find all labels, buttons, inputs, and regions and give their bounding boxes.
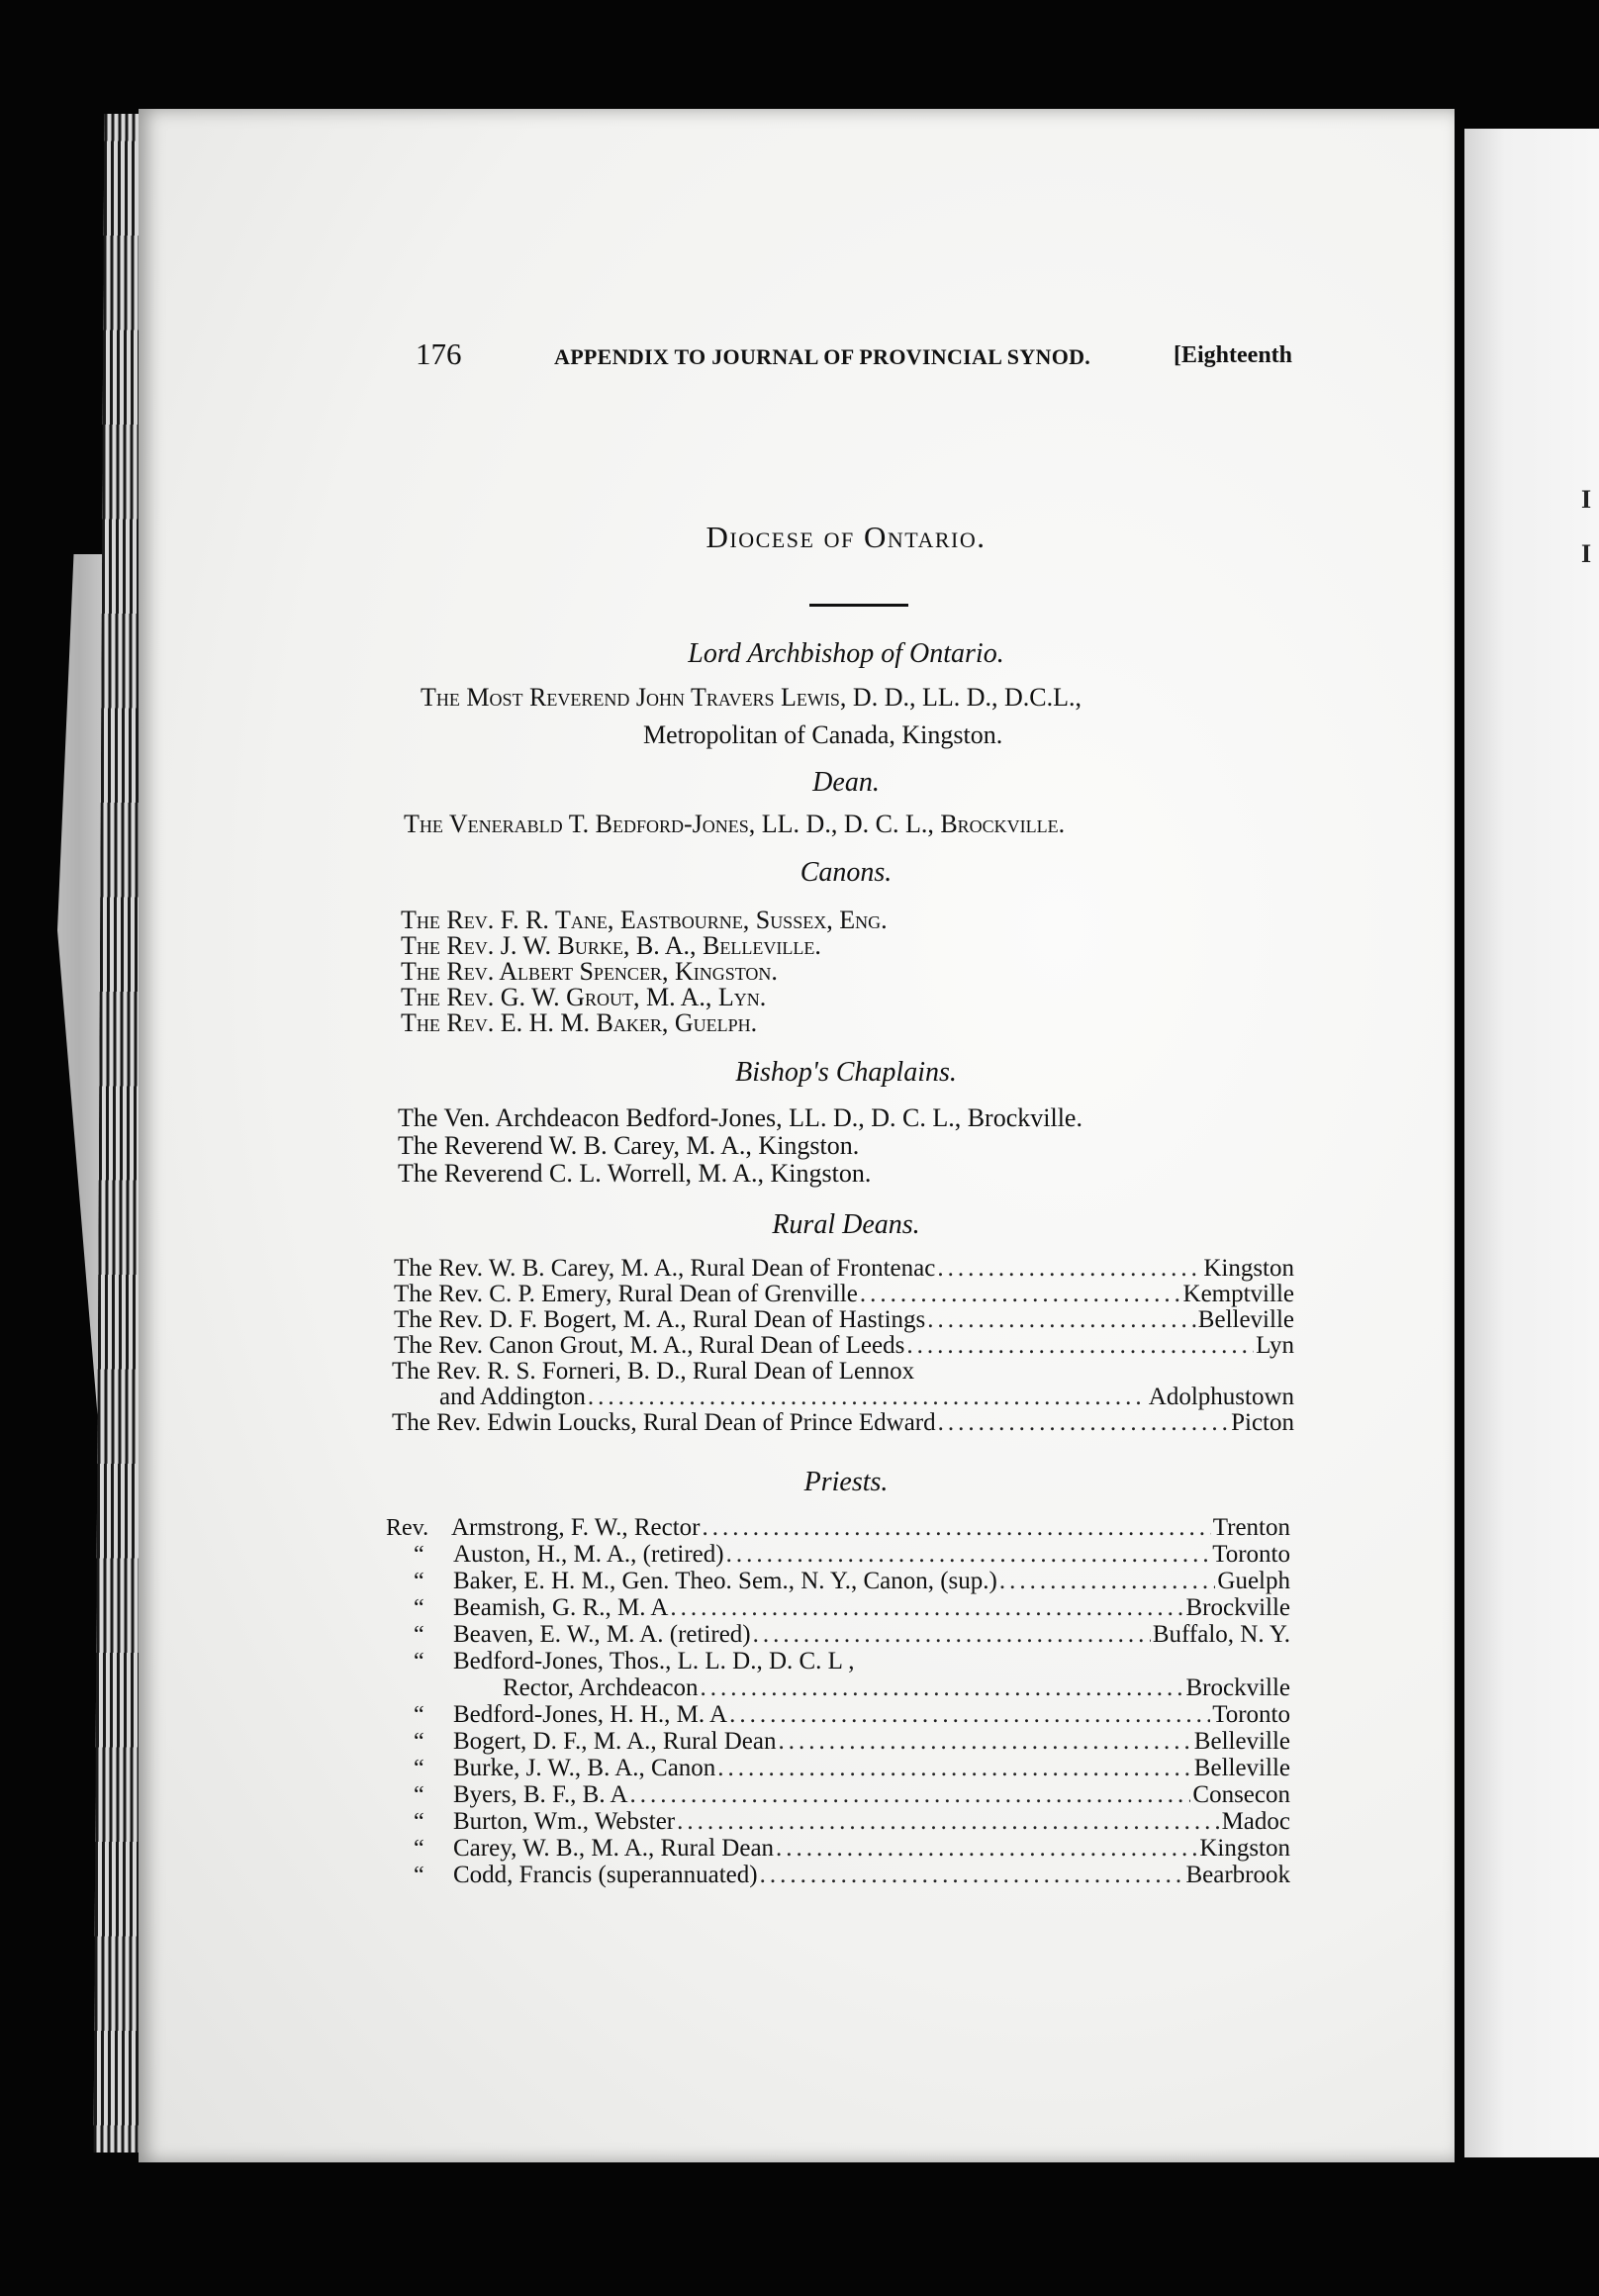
rural-dean-entry xyxy=(394,1281,1294,1308)
priest-name: Carey, W. B., M. A., Rural Dean xyxy=(453,1835,775,1862)
rural-dean-name: The Rev. Edwin Loucks, Rural Dean of Prince Edward xyxy=(392,1409,936,1436)
priest-place: Brockville xyxy=(1185,1594,1290,1621)
rural-dean-entry xyxy=(392,1409,1294,1437)
priest-entry xyxy=(414,1781,1290,1809)
canon-entry: The Rev. G. W. Grout, M. A., Lyn. xyxy=(401,983,767,1011)
priest-place: Kingston xyxy=(1199,1835,1290,1862)
priest-entry xyxy=(414,1568,1290,1595)
priest-name: Bedford-Jones, Thos., L. L. D., D. C. L , xyxy=(453,1648,855,1674)
rural-dean-name: The Rev. D. F. Bogert, M. A., Rural Dean of Hastings xyxy=(394,1306,926,1333)
canon-entry: The Rev. J. W. Burke, B. A., Belleville. xyxy=(401,931,821,960)
rural-dean-name: The Rev. W. B. Carey, M. A., Rural Dean of Frontenac xyxy=(394,1255,936,1282)
priest-name: Burke, J. W., B. A., Canon xyxy=(453,1755,716,1781)
running-head xyxy=(416,336,1336,376)
rural-dean-entry xyxy=(394,1306,1294,1334)
priest-entry xyxy=(414,1808,1290,1836)
priest-entry xyxy=(414,1862,1290,1889)
ditto-mark: “ xyxy=(414,1569,424,1594)
priest-entry xyxy=(414,1728,1290,1756)
priest-entry xyxy=(414,1835,1290,1863)
dean-heading: Dean. xyxy=(812,767,880,798)
canon-entry: The Rev. E. H. M. Baker, Guelph. xyxy=(401,1008,758,1037)
canon-entry: The Rev. Albert Spencer, Kingston. xyxy=(401,957,778,986)
rural-dean-place: Belleville xyxy=(1197,1306,1294,1333)
priest-place: Guelph xyxy=(1217,1568,1290,1594)
priest-entry xyxy=(414,1541,1290,1569)
rural-dean-place: Kingston xyxy=(1203,1255,1294,1282)
rural-dean-name: and Addington xyxy=(439,1384,586,1410)
archbishop-title: Metropolitan of Canada, Kingston. xyxy=(643,720,1003,749)
dean-line: The Venerabld T. Bedford-Jones, LL. D., D. C. L., Brockville. xyxy=(404,810,1066,838)
ditto-mark: “ xyxy=(414,1836,424,1862)
ditto-mark: “ xyxy=(414,1595,424,1621)
priest-name: Beamish, G. R., M. A xyxy=(453,1594,669,1621)
ditto-mark: “ xyxy=(414,1622,424,1648)
canon-entry: The Rev. F. R. Tane, Eastbourne, Sussex, Eng. xyxy=(401,906,888,934)
priest-entry xyxy=(414,1648,1290,1675)
priest-name: Bogert, D. F., M. A., Rural Dean xyxy=(453,1728,777,1755)
ditto-mark: “ xyxy=(414,1649,424,1674)
priest-entry xyxy=(414,1701,1290,1729)
ditto-mark: “ xyxy=(414,1809,424,1835)
priest-name: Baker, E. H. M., Gen. Theo. Sem., N. Y., Canon, (sup.) xyxy=(453,1568,997,1594)
priest-place: Brockville xyxy=(1185,1674,1290,1701)
ditto-mark: “ xyxy=(414,1782,424,1808)
archbishop-heading: Lord Archbishop of Ontario. xyxy=(688,638,1004,669)
adjacent-page-fragment: I xyxy=(1581,539,1592,568)
rural-dean-name: The Rev. C. P. Emery, Rural Dean of Grenville xyxy=(394,1281,858,1307)
rural-dean-entry-continued xyxy=(439,1384,1294,1411)
priest-name: Bedford-Jones, H. H., M. A xyxy=(453,1701,728,1728)
priest-prefix: Rev. xyxy=(386,1515,429,1541)
priest-entry xyxy=(414,1594,1290,1622)
priest-place: Consecon xyxy=(1192,1781,1290,1808)
rural-deans-heading: Rural Deans. xyxy=(772,1209,920,1240)
priest-name: Byers, B. F., B. A xyxy=(453,1781,628,1808)
chaplain-entry: The Ven. Archdeacon Bedford-Jones, LL. D., D. C. L., Brockville. xyxy=(398,1103,1082,1132)
priest-place: Toronto xyxy=(1212,1541,1290,1568)
adjacent-page-fragment: I xyxy=(1581,485,1592,514)
rural-dean-name: The Rev. Canon Grout, M. A., Rural Dean of Leeds xyxy=(394,1332,905,1359)
chaplain-entry: The Reverend C. L. Worrell, M. A., Kingston. xyxy=(398,1159,872,1188)
priest-entry xyxy=(414,1755,1290,1782)
running-edition: [Eighteenth xyxy=(1174,342,1292,368)
priest-entry-continued xyxy=(503,1674,1290,1702)
priest-place: Toronto xyxy=(1212,1701,1290,1728)
priest-name: Armstrong, F. W., Rector xyxy=(451,1514,701,1541)
priest-entry xyxy=(414,1621,1290,1649)
priest-place: Belleville xyxy=(1193,1728,1290,1755)
priest-place: Buffalo, N. Y. xyxy=(1152,1621,1290,1648)
running-title: APPENDIX TO JOURNAL OF PROVINCIAL SYNOD. xyxy=(554,344,1091,369)
ditto-mark: “ xyxy=(414,1756,424,1781)
chaplain-entry: The Reverend W. B. Carey, M. A., Kingston. xyxy=(398,1131,860,1160)
priest-place: Madoc xyxy=(1221,1808,1290,1835)
ditto-mark: “ xyxy=(414,1542,424,1568)
priest-entry xyxy=(386,1514,1290,1542)
archbishop-name: The Most Reverend John Travers Lewis, D. D., LL. D., D.C.L., xyxy=(421,683,1082,712)
rural-dean-place: Kemptville xyxy=(1182,1281,1294,1307)
ditto-mark: “ xyxy=(414,1729,424,1755)
rural-dean-entry xyxy=(394,1332,1294,1360)
chaplains-heading: Bishop's Chaplains. xyxy=(735,1057,957,1088)
rural-dean-place: Adolphustown xyxy=(1148,1384,1294,1410)
canons-heading: Canons. xyxy=(800,857,893,888)
diocese-title: Diocese of Ontario. xyxy=(705,520,987,554)
rural-dean-entry: The Rev. R. S. Forneri, B. D., Rural Dean of Lennox xyxy=(392,1358,915,1385)
priests-heading: Priests. xyxy=(803,1467,889,1497)
priest-name: Rector, Archdeacon xyxy=(503,1674,699,1701)
page-number: 176 xyxy=(416,336,462,371)
priest-name: Auston, H., M. A., (retired) xyxy=(453,1541,724,1568)
rural-dean-place: Picton xyxy=(1231,1409,1294,1436)
rural-dean-place: Lyn xyxy=(1256,1332,1294,1359)
priest-name: Beaven, E. W., M. A. (retired) xyxy=(453,1621,751,1648)
priest-place: Bearbrook xyxy=(1185,1862,1290,1888)
archbishop-line xyxy=(421,683,1082,713)
priest-place: Trenton xyxy=(1212,1514,1290,1541)
section-rule xyxy=(809,604,908,607)
adjacent-page xyxy=(1464,129,1599,2157)
ditto-mark: “ xyxy=(414,1702,424,1728)
priest-name: Burton, Wm., Webster xyxy=(453,1808,676,1835)
priest-place: Belleville xyxy=(1193,1755,1290,1781)
ditto-mark: “ xyxy=(414,1863,424,1888)
priest-name: Codd, Francis (superannuated) xyxy=(453,1862,758,1888)
rural-dean-entry xyxy=(394,1255,1294,1283)
